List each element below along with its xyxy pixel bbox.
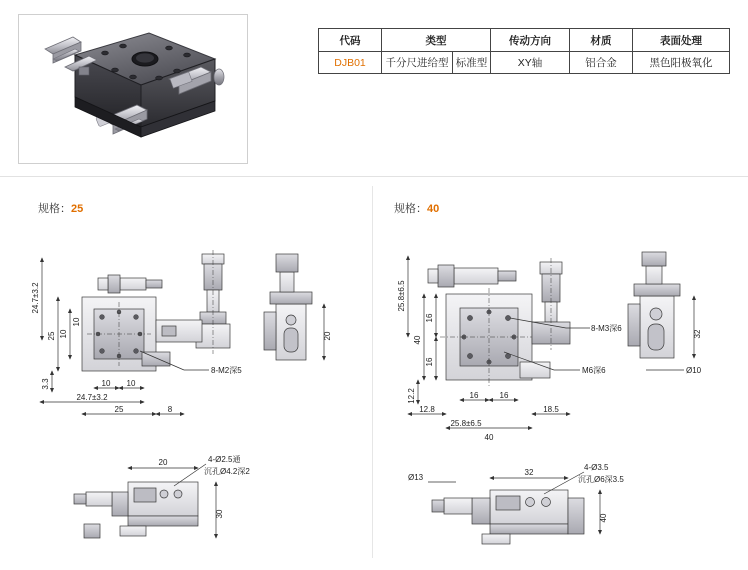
dim-40-left: 40 <box>413 335 422 345</box>
photo-canvas <box>19 15 247 163</box>
dim-16-bottom-a: 16 <box>469 391 479 400</box>
th-type: 类型 <box>382 29 491 52</box>
dim-3-3: 3.3 <box>41 378 50 390</box>
dim-20-bottom: 20 <box>158 458 168 467</box>
callout-4-o25: 4-Ø2.5通 <box>208 455 241 464</box>
callout-8-m2: 8-M2深5 <box>211 366 242 375</box>
dim-40-bottom: 40 <box>484 433 494 442</box>
cell-material: 铝合金 <box>570 52 633 74</box>
dim-10-bottom-b: 10 <box>126 379 136 388</box>
spec-label-40-value: 40 <box>427 203 440 215</box>
dim-16-left-a: 16 <box>425 313 434 323</box>
dim-40-bottom-view: 40 <box>599 513 608 523</box>
spec-label-25-value: 25 <box>71 203 84 215</box>
dim-32-side: 32 <box>693 329 702 339</box>
callout-8-m3: 8-M3深6 <box>591 324 622 333</box>
drawing-size25 <box>24 242 364 552</box>
callout-counterbore-25: 沉孔Ø4.2深2 <box>204 467 250 476</box>
dim-10-inner: 10 <box>72 317 81 327</box>
table-header-row <box>319 29 730 52</box>
dim-32-bottom: 32 <box>524 468 534 477</box>
stage-illustration <box>19 15 245 161</box>
dim-25-left: 25 <box>47 331 56 341</box>
dim-8-bottom: 8 <box>167 405 173 414</box>
cell-direction: XY轴 <box>491 52 570 74</box>
dim-25-8-top: 25.8±6.5 <box>397 280 406 312</box>
spec-label-40-text: 规格： <box>394 203 427 215</box>
micrometer-upper-left <box>45 37 97 75</box>
dim-18-5: 18.5 <box>543 405 559 414</box>
th-code: 代码 <box>319 29 382 52</box>
cell-type-1: 千分尺进给型 <box>382 52 453 74</box>
cell-code: DJB01 <box>319 52 382 74</box>
dim-24-7: 24.7±3.2 <box>31 282 40 314</box>
drawing-size40 <box>394 242 744 552</box>
column-divider <box>372 186 373 558</box>
dim-20-side: 20 <box>323 331 332 341</box>
dim-25-bottom: 25 <box>114 405 124 414</box>
callout-m6: M6深6 <box>582 366 606 375</box>
table-row <box>319 52 730 74</box>
cell-finish: 黑色阳极氧化 <box>633 52 730 74</box>
dim-16-left-b: 16 <box>425 357 434 367</box>
dim-12-8: 12.8 <box>419 405 435 414</box>
dim-30-bottom: 30 <box>215 509 224 519</box>
spec-label-25-text: 规格： <box>38 203 71 215</box>
dim-12-2: 12.2 <box>407 388 416 404</box>
spec-label-40 <box>394 200 439 216</box>
th-finish: 表面处理 <box>633 29 730 52</box>
th-direction: 传动方向 <box>491 29 570 52</box>
callout-4-o35: 4-Ø3.5 <box>584 463 609 472</box>
callout-counterbore-40: 沉孔Ø6深3.5 <box>578 475 624 484</box>
product-photo <box>18 14 248 164</box>
dim-25-8-bottom: 25.8±6.5 <box>450 419 482 428</box>
section-divider <box>0 176 748 177</box>
dim-24-7-bottom: 24.7±3.2 <box>76 393 108 402</box>
cell-type-2: 标准型 <box>452 52 490 74</box>
dim-10-left: 10 <box>59 329 68 339</box>
dim-o13: Ø13 <box>408 473 424 482</box>
dim-16-bottom-b: 16 <box>499 391 509 400</box>
th-material: 材质 <box>570 29 633 52</box>
dim-10-bottom-a: 10 <box>101 379 111 388</box>
dim-o10: Ø10 <box>686 366 702 375</box>
adjust-knob <box>214 69 224 85</box>
spec-table <box>318 28 730 74</box>
spec-label-25 <box>38 200 83 216</box>
